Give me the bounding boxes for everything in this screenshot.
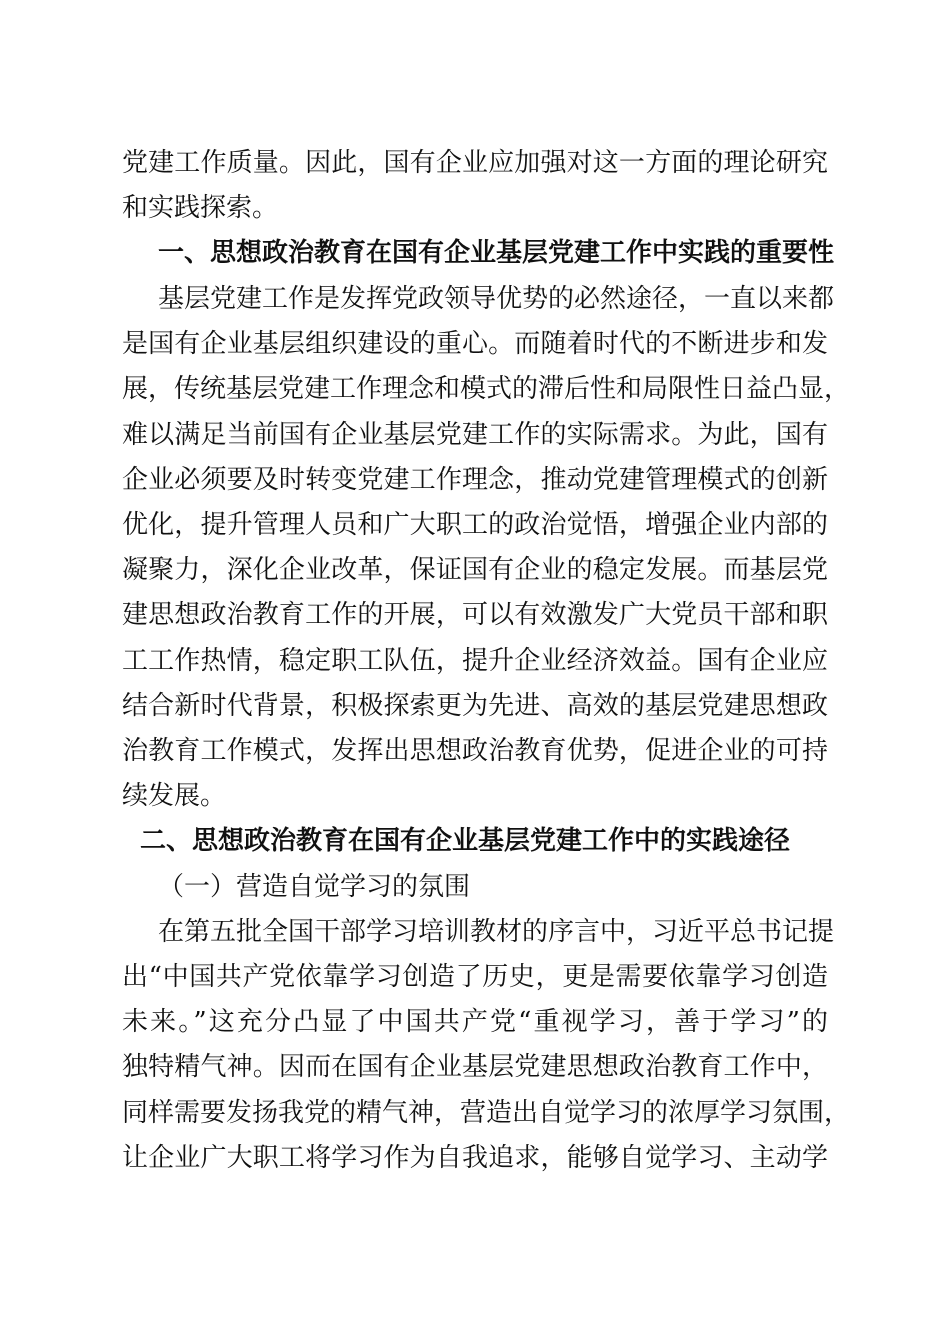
section-1-heading: 一、思想政治教育在国有企业基层党建工作中实践的重要性 [158, 238, 835, 268]
section-1-line-1: 基层党建工作是发挥党政领导优势的必然途径，一直以来都 [158, 284, 835, 314]
section-1-line-8: 建思想政治教育工作的开展，可以有效激发广大党员干部和职 [122, 600, 828, 630]
section-1-line-12: 续发展。 [122, 781, 227, 811]
section-2-line-4: 独特精气神。因而在国有企业基层党建思想政治教育工作中， [122, 1052, 828, 1082]
section-2-line-2: 出“中国共产党依靠学习创造了历史，更是需要依靠学习创造 [122, 962, 828, 992]
section-1-line-4: 难以满足当前国有企业基层党建工作的实际需求。为此，国有 [122, 420, 828, 450]
section-2-line-1: 在第五批全国干部学习培训教材的序言中，习近平总书记提 [158, 917, 835, 947]
section-2-line-5: 同样需要发扬我党的精气神，营造出自觉学习的浓厚学习氛围， [122, 1098, 851, 1128]
section-1-line-9: 工工作热情，稳定职工队伍，提升企业经济效益。国有企业应 [122, 646, 828, 676]
section-1-line-2: 是国有企业基层组织建设的重心。而随着时代的不断进步和发 [122, 329, 828, 359]
intro-line-1: 党建工作质量。因此，国有企业应加强对这一方面的理论研究 [122, 148, 828, 178]
section-1-line-3: 展，传统基层党建工作理念和模式的滞后性和局限性日益凸显， [122, 374, 851, 404]
section-1-line-6: 优化，提升管理人员和广大职工的政治觉悟，增强企业内部的 [122, 510, 828, 540]
section-1-line-7: 凝聚力，深化企业改革，保证国有企业的稳定发展。而基层党 [122, 555, 828, 585]
section-2-line-3: 未来。”这充分凸显了中国共产党“重视学习，善于学习”的 [122, 1007, 828, 1037]
section-1-line-5: 企业必须要及时转变党建工作理念，推动党建管理模式的创新 [122, 465, 828, 495]
section-2-subheading: （一）营造自觉学习的氛围 [158, 872, 471, 902]
intro-line-2: 和实践探索。 [122, 193, 279, 223]
section-1-line-11: 治教育工作模式，发挥出思想政治教育优势，促进企业的可持 [122, 736, 828, 766]
section-2-line-6: 让企业广大职工将学习作为自我追求，能够自觉学习、主动学 [122, 1143, 828, 1173]
section-1-line-10: 结合新时代背景，积极探索更为先进、高效的基层党建思想政 [122, 691, 828, 721]
section-2-heading: 二、思想政治教育在国有企业基层党建工作中的实践途径 [140, 826, 791, 856]
